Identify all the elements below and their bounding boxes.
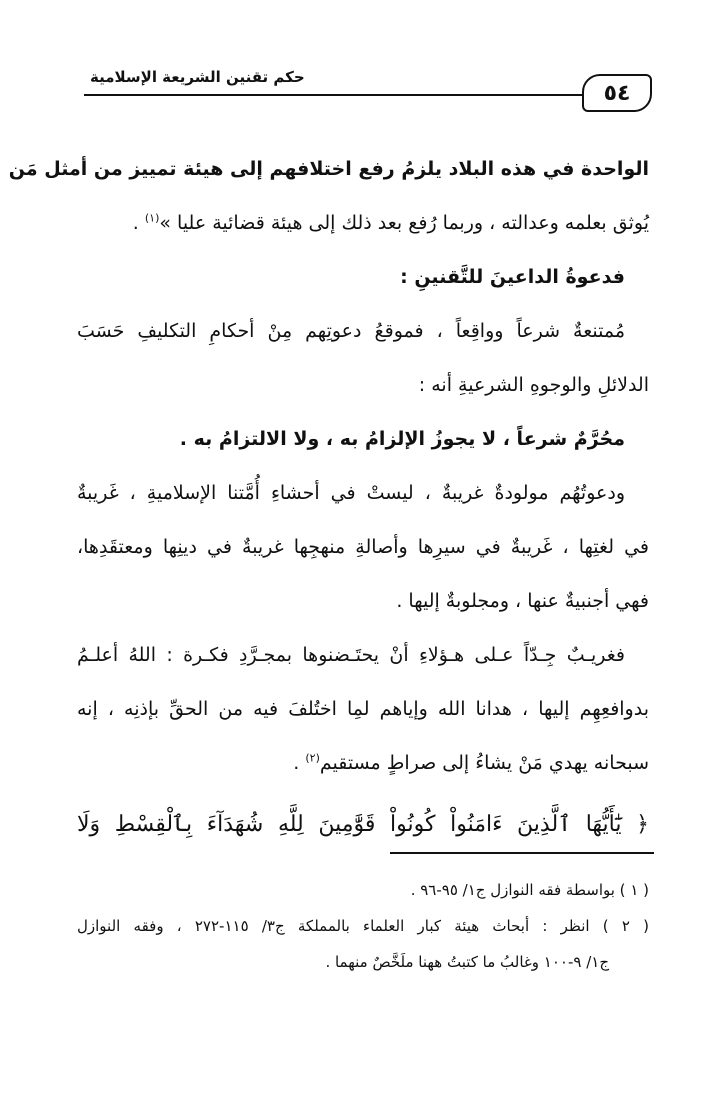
footnote-2: ( ٢ ) انظر : أبحاث هيئة كبار العلماء بالمملكة ج٣/ ١١٥-٢٧٢ ، وفقه النوازل [77, 917, 649, 935]
footnote-2-continued: ج١/ ٩-١٠٠ وغالبُ ما كتبتُ ههنا ملَخَّصٌ منهما . [325, 953, 609, 971]
text-line-12 [77, 736, 649, 790]
text-line-2 [77, 196, 649, 250]
text-line-1: الواحدة في هذه البلاد يلزمُ رفع اختلافهم إلى هيئة تمييز من أمثل مَن [8, 158, 649, 180]
text-line-9: فهي أجنبيةٌ عنها ، ومجلوبةٌ إليها . [396, 590, 649, 612]
footnote-ref-1: (١) [144, 211, 160, 225]
text-line-2-body: يُوثق بعلمه وعدالته ، وربما رُفع بعد ذلك إلى هيئة قضائية عليا » [159, 212, 649, 234]
text-line-4: مُمتنعةٌ شرعاً وواقِعاً ، فموقعُ دعوتِهم مِنْ أحكامِ التكليفِ حَسَبَ [77, 320, 625, 342]
footnote-1: ( ١ ) بواسطة فقه النوازل ج١/ ٩٥-٩٦ . [410, 881, 649, 899]
page-header [84, 68, 652, 112]
footnotes [77, 872, 649, 980]
text-line-12-body: سبحانه يهدي مَنْ يشاءُ إلى صراطٍ مستقيم [319, 752, 649, 774]
footnote-separator [390, 852, 654, 854]
header-rule [84, 94, 582, 96]
text-line-2-end: . [132, 212, 145, 234]
text-line-5: الدلائلِ والوجوهِ الشرعيةِ أنه : [418, 374, 649, 396]
text-line-11: بدوافعِهِم إليها ، هدانا الله وإياهم لمِا اختُلفَ فيه من الحقِّ بإذنِه ، إنه [77, 698, 649, 720]
footnote-ref-2: (٢) [305, 751, 320, 765]
text-line-10: فغريـبٌ جِـدّاً عـلى هـؤلاءِ أنْ يحتَـضنوها بمجـرَّدِ فكـرة : اللهُ أعلـمُ [77, 644, 625, 666]
main-text [8, 142, 649, 852]
text-line-7: ودعوتُهُم مولودةٌ غريبةٌ ، ليستْ في أحشاءِ أُمَّتنا الإسلاميةِ ، غَريبةٌ [77, 482, 625, 504]
page-number: ٥٤ [603, 80, 631, 106]
quran-verse: ﴿ يَٰٓأَيُّهَا ٱلَّذِينَ ءَامَنُواْ كُونُواْ قَوَّٰمِينَ لِلَّهِ شُهَدَآءَ بِٱلْقِسْطِ وَلَا [77, 812, 649, 837]
text-line-12-end: . [293, 752, 306, 774]
text-line-8: في لغتِها ، غَريبةٌ في سيرِها وأصالةِ منهجِها غريبةٌ في دينِها ومعتقَدِها، [77, 536, 649, 558]
running-title: حكم تقنين الشريعة الإسلامية [90, 68, 305, 86]
text-line-6: محُرَّمٌ شرعاً ، لا يجوزُ الإلزامُ به ، ولا الالتزامُ به . [179, 428, 625, 450]
page-number-badge [582, 74, 652, 112]
text-line-3: فدعوةُ الداعينَ للتَّقنينِ : [400, 266, 625, 288]
